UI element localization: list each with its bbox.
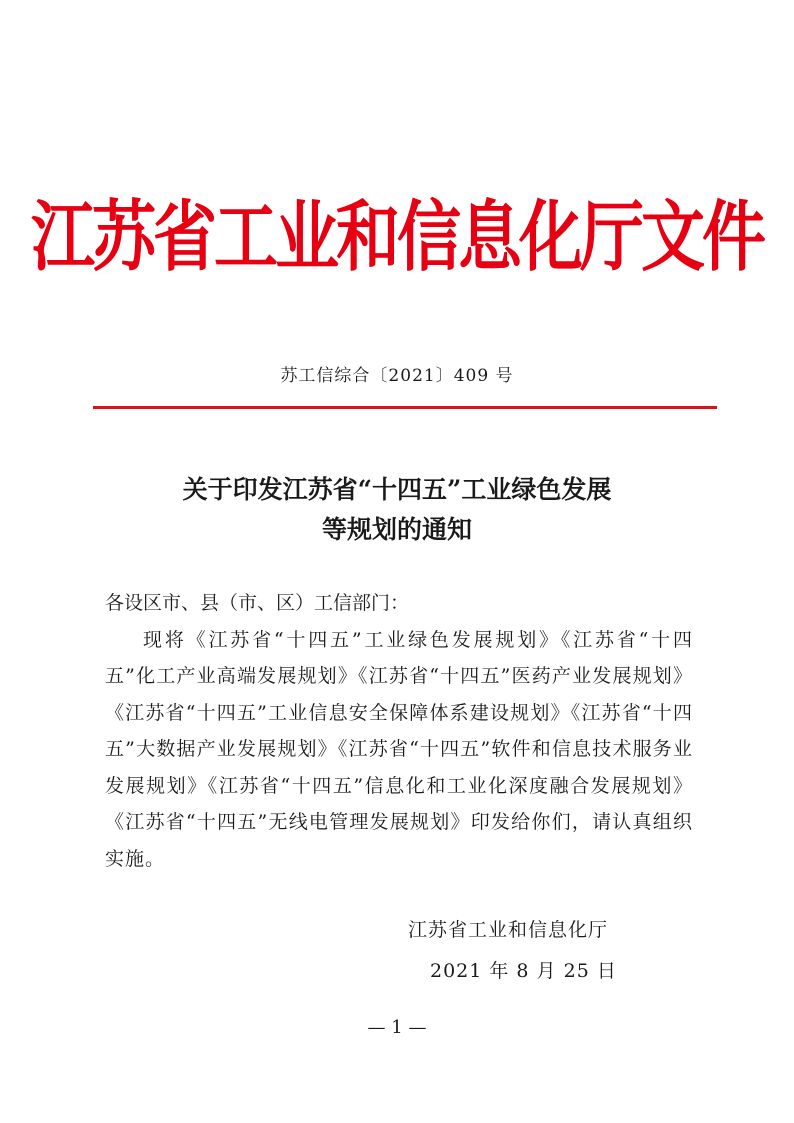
issuing-authority-header: 江苏省工业和信息化厅文件 [31, 194, 763, 283]
body-paragraph: 现将《江苏省“十四五”工业绿色发展规划》《江苏省“十四五”化工产业高端发展规划》《江苏省“十四五”医药产业发展规划》《江苏省“十四五”工业信息安全保障体系建设规划》《江苏省“十四五”大数据产业发展规划》《江苏省“十四五”软件和信息技术服务业发展规划》《江苏省“十四五”信息化和工业化深度融合发展规划》《江苏省“十四五”无线电管理发展规划》印发给你们，请认真组织实施。 [105, 628, 693, 870]
page-number: — 1 — [367, 1017, 427, 1038]
notice-body [105, 585, 693, 877]
signing-date: 2021 年 8 月 25 日 [430, 960, 617, 982]
document-number: 苏工信综合〔2021〕409 号 [280, 366, 514, 386]
notice-title-line-1: 关于印发江苏省“十四五”工业绿色发展 [182, 475, 612, 504]
notice-title-line-2: 等规划的通知 [321, 515, 472, 544]
notice-title [0, 470, 794, 550]
red-divider-line [93, 406, 717, 409]
signing-organization: 江苏省工业和信息化厅 [408, 919, 609, 941]
salutation: 各设区市、县（市、区）工信部门： [105, 592, 410, 614]
